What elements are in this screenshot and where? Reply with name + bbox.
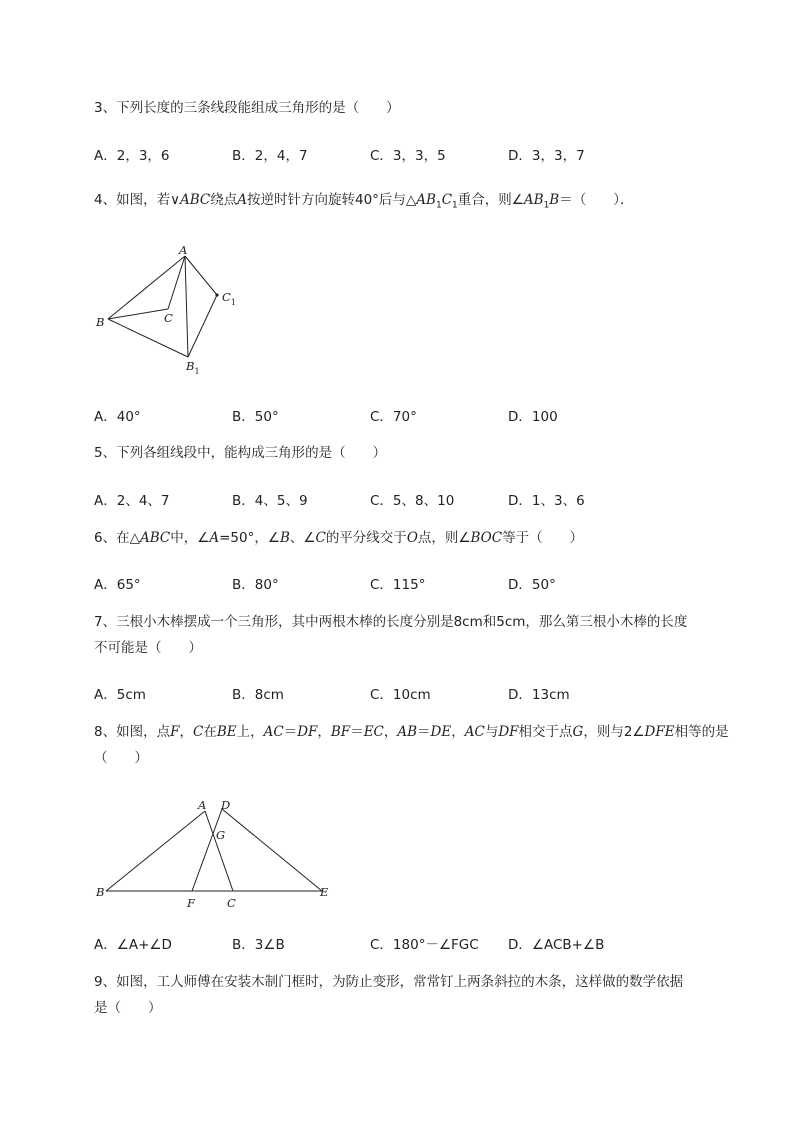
question-7-stem bbox=[94, 609, 744, 661]
option-d[interactable]: D．1、3、6 bbox=[508, 493, 585, 509]
option-c[interactable]: C．10cm bbox=[370, 687, 431, 703]
question-9-line-2: 是（ ） bbox=[94, 1000, 162, 1016]
option-a[interactable]: A．∠A+∠D bbox=[94, 937, 172, 953]
option-c[interactable]: C．3，3，5 bbox=[370, 148, 446, 164]
question-4-options bbox=[94, 405, 654, 425]
option-b[interactable]: B．8cm bbox=[232, 687, 284, 703]
option-d[interactable]: D．∠ACB+∠B bbox=[508, 937, 605, 953]
segment-BB1 bbox=[108, 319, 188, 357]
label-F: F bbox=[187, 896, 195, 910]
label-A: A bbox=[179, 243, 188, 257]
option-d[interactable]: D．13cm bbox=[508, 687, 570, 703]
option-d[interactable]: D．3，3，7 bbox=[508, 148, 585, 164]
question-5-stem: 5、下列各组线段中，能构成三角形的是（ ） bbox=[94, 445, 387, 461]
question-7-line-2: 不可能是（ ） bbox=[94, 640, 202, 656]
option-d[interactable]: D．100 bbox=[508, 409, 558, 425]
option-c[interactable]: C．115° bbox=[370, 577, 426, 593]
label-A: A bbox=[198, 798, 207, 812]
question-5-options bbox=[94, 489, 654, 509]
label-C1: $C_1$ bbox=[222, 290, 236, 307]
option-a[interactable]: A．2，3，6 bbox=[94, 148, 170, 164]
question-8-options bbox=[94, 933, 654, 953]
question-9-stem bbox=[94, 969, 744, 1021]
option-b[interactable]: B．50° bbox=[232, 409, 279, 425]
question-4-stem: 4、如图，若∨ABC绕点A按逆时针方向旋转40°后与$\triangle AB_1C_1$重合，则$\angle AB_1B=$（ ）． bbox=[94, 192, 634, 211]
label-C: C bbox=[164, 311, 173, 325]
option-c[interactable]: C．70° bbox=[370, 409, 417, 425]
option-a[interactable]: A．40° bbox=[94, 409, 141, 425]
segment-BC bbox=[108, 309, 168, 319]
option-a[interactable]: A．5cm bbox=[94, 687, 146, 703]
label-B: B bbox=[96, 885, 105, 899]
option-a[interactable]: A．65° bbox=[94, 577, 141, 593]
label-C: C bbox=[227, 896, 236, 910]
option-b[interactable]: B．80° bbox=[232, 577, 279, 593]
question-8-line-2: （ ） bbox=[94, 750, 148, 766]
label-D: D bbox=[221, 798, 231, 812]
segment-AB1 bbox=[185, 256, 188, 357]
segment-DF bbox=[192, 809, 222, 891]
question-8-stem bbox=[94, 719, 744, 771]
triangles-figure bbox=[92, 794, 342, 909]
question-8-line-1: 8、如图，点F，C在BE上，AC＝DF，BF＝EC，AB＝DE，AC与DF相交于点G，则与2∠DFE相等的是 bbox=[94, 724, 729, 740]
segment-DE bbox=[222, 809, 322, 891]
rotation-figure bbox=[90, 240, 250, 380]
segment-C1B1 bbox=[188, 295, 217, 357]
question-7-line-1: 7、三根小木棒摆成一个三角形，其中两根木棒的长度分别是8cm和5cm，那么第三根小木棒的长度 bbox=[94, 614, 688, 630]
question-7-options bbox=[94, 683, 654, 703]
question-6-stem: 6、在△ABC中，∠A=50°，∠B、∠C的平分线交于O点，则∠BOC等于（ ） bbox=[94, 530, 584, 546]
question-9-line-1: 9、如图，工人师傅在安装木制门框时，为防止变形，常常钉上两条斜拉的木条，这样做的数学依据 bbox=[94, 974, 684, 990]
question-3-options bbox=[94, 144, 654, 164]
option-b[interactable]: B．2，4，7 bbox=[232, 148, 308, 164]
option-c[interactable]: C．5、8、10 bbox=[370, 493, 455, 509]
label-B: B bbox=[96, 315, 105, 329]
point-C1 bbox=[215, 293, 218, 296]
segment-AC1 bbox=[185, 256, 217, 295]
segment-AC bbox=[168, 256, 185, 309]
question-6-options bbox=[94, 573, 654, 593]
option-d[interactable]: D．50° bbox=[508, 577, 556, 593]
question-3-stem: 3、下列长度的三条线段能组成三角形的是（ ） bbox=[94, 100, 400, 116]
label-G: G bbox=[216, 828, 226, 842]
segment-AB bbox=[106, 811, 205, 891]
option-a[interactable]: A．2、4、7 bbox=[94, 493, 170, 509]
label-E: E bbox=[320, 885, 329, 899]
option-c[interactable]: C．180°－∠FGC bbox=[370, 937, 479, 953]
segment-AB bbox=[108, 256, 185, 319]
label-B1: $B_1$ bbox=[186, 359, 200, 376]
option-b[interactable]: B．3∠B bbox=[232, 937, 285, 953]
segment-AC bbox=[205, 811, 233, 891]
option-b[interactable]: B．4、5、9 bbox=[232, 493, 308, 509]
